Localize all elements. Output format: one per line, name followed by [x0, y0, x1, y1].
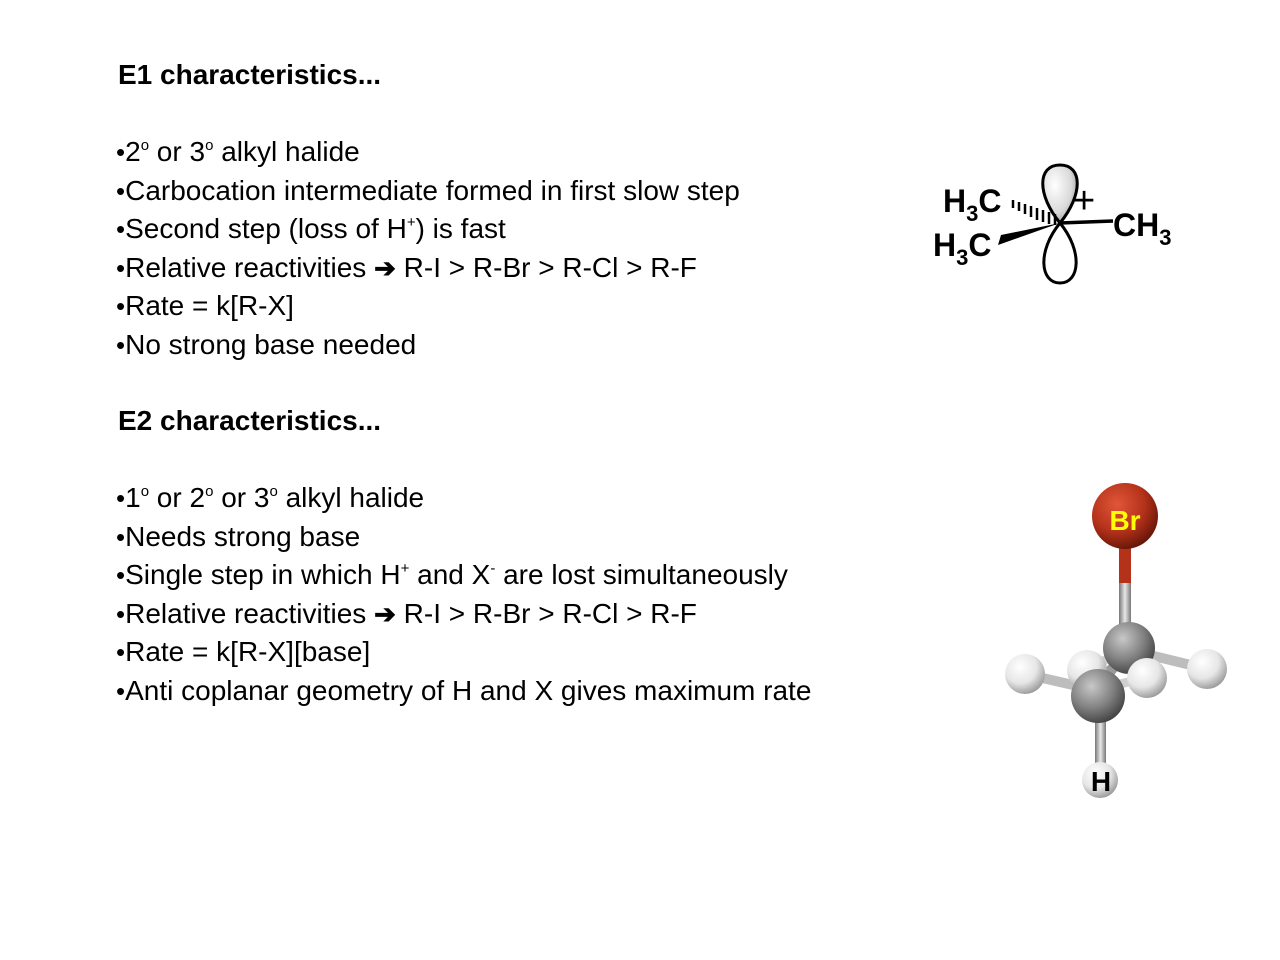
hydrogen-atom	[1005, 654, 1045, 694]
e1-bullet-list	[116, 133, 740, 364]
list-item: •Relative reactivities ➔ R-I > R-Br > R-Cl > R-F	[116, 249, 740, 288]
list-item: •Rate = k[R-X]	[116, 290, 294, 321]
arrow-right-icon: ➔	[374, 252, 396, 283]
hydrogen-atom	[1127, 658, 1167, 698]
list-item: •Single step in which H+ and X- are lost simultaneously	[116, 559, 788, 590]
list-item: •Anti coplanar geometry of H and X gives maximum rate	[116, 674, 812, 706]
e1-heading: E1 characteristics...	[118, 59, 382, 90]
list-item: •No strong base needed	[116, 328, 417, 360]
methyl-label-upper-left: $H_3C$	[943, 183, 1002, 226]
bullet-icon: •	[116, 291, 126, 321]
list-item: •Needs strong base	[116, 520, 361, 552]
bullet-icon: •	[116, 137, 126, 167]
list-item: •1$^o$ or 2$^o$ or 3$^o$ alkyl halide	[116, 482, 425, 513]
methyl-label-right: $CH_3$	[1113, 207, 1172, 250]
list-item: •Carbocation intermediate formed in first slow step	[116, 174, 740, 206]
bullet-icon: •	[116, 252, 126, 283]
bullet-icon: •	[116, 637, 126, 667]
list-item: •Second step (loss of H+) is fast	[116, 213, 506, 244]
bromine-label: Br	[1109, 505, 1141, 536]
arrow-right-icon: ➔	[374, 598, 396, 629]
list-item: •Relative reactivities ➔ R-I > R-Br > R-Cl > R-F	[116, 595, 811, 634]
bullet-icon: •	[116, 521, 126, 552]
e2-heading: E2 characteristics...	[118, 405, 382, 436]
p-orbital-bottom-lobe	[1044, 223, 1076, 283]
methyl-label-lower-left: $H_3C$	[933, 227, 992, 270]
hydrogen-label: H	[1090, 766, 1112, 797]
bullet-icon: •	[116, 175, 126, 206]
carbocation-structure	[925, 155, 1195, 295]
ball-and-stick-model	[995, 478, 1235, 808]
positive-charge-label: +	[1073, 180, 1096, 222]
e2-bullet-list	[116, 479, 811, 710]
bullet-icon: •	[116, 598, 126, 629]
carbon-atom	[1071, 669, 1125, 723]
bullet-icon: •	[116, 560, 126, 590]
bullet-icon: •	[116, 483, 126, 513]
bullet-icon: •	[116, 214, 126, 244]
bullet-icon: •	[116, 329, 126, 360]
list-item: •Rate = k[R-X][base]	[116, 636, 371, 667]
list-item: •2$^o$ or 3$^o$ alkyl halide	[116, 136, 360, 167]
bullet-icon: •	[116, 675, 126, 706]
hydrogen-atom	[1187, 649, 1227, 689]
